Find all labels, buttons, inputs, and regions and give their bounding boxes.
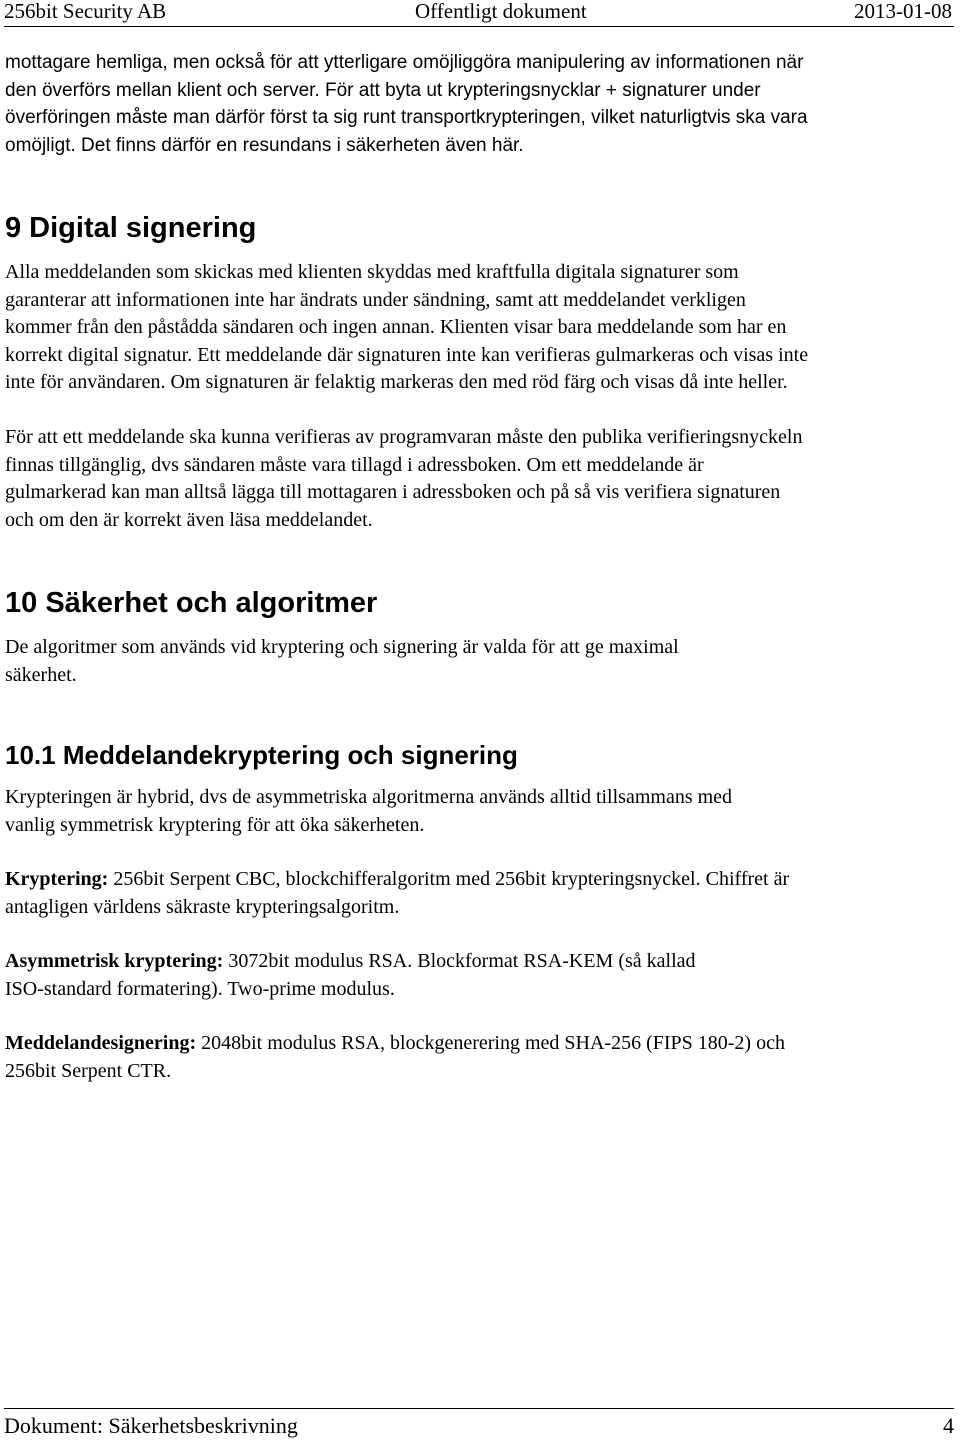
section-9-heading: 9 Digital signering [5, 212, 257, 244]
signering-label: Meddelandesignering: [5, 1032, 197, 1054]
section-10-paragraph [5, 634, 955, 689]
text-line [5, 948, 955, 976]
header-classification: Offentligt dokument [415, 0, 587, 23]
page-header [4, 0, 954, 27]
asymmetrisk-label: Asymmetrisk kryptering: [5, 950, 224, 972]
asymmetrisk-text: 3072bit modulus RSA. Blockformat RSA-KEM (så kallad [223, 950, 696, 972]
section-10-1-heading: 10.1 Meddelandekryptering och signering [5, 740, 518, 770]
text-line: Krypteringen är hybrid, dvs de asymmetriska algoritmerna används alltid tillsammans med [5, 786, 733, 808]
text-line: finnas tillgänglig, dvs sändaren måste vara tillagd i adressboken. Om ett meddelande är [5, 453, 704, 476]
text-line: mottagare hemliga, men också för att ytterligare omöjliggöra manipulering av informationen när [5, 52, 804, 73]
section-9-paragraph-1 [5, 259, 955, 397]
kryptering-label: Kryptering: [5, 868, 109, 890]
signering-definition [5, 1030, 955, 1085]
header-date: 2013-01-08 [854, 0, 952, 23]
signering-text: 2048bit modulus RSA, blockgenerering med SHA-256 (FIPS 180-2) och [196, 1032, 785, 1054]
text-line: 256bit Serpent CTR. [5, 1059, 172, 1082]
text-line: För att ett meddelande ska kunna verifieras av programvaran måste den publika verifieringsnyckeln [5, 426, 803, 448]
text-line: ISO-standard formatering). Two-prime modulus. [5, 977, 395, 1000]
page-footer [4, 1408, 954, 1441]
text-line: inte för användaren. Om signaturen är felaktig markeras den med röd färg och visas då inte heller. [5, 371, 788, 393]
footer-document-title: Dokument: Säkerhetsbeskrivning [4, 1413, 298, 1438]
kryptering-text: 256bit Serpent CBC, blockchifferalgoritm med 256bit krypteringsnyckel. Chiffret är [108, 868, 790, 890]
text-line: kommer från den påstådda sändaren och ingen annan. Klienten visar bara meddelande som har en [5, 316, 787, 338]
text-line: korrekt digital signatur. Ett meddelande där signaturen inte kan verifieras gulmarkeras och visas inte [5, 343, 809, 366]
section-9-paragraph-2 [5, 424, 955, 534]
text-line: De algoritmer som används vid kryptering och signering är valda för att ge maximal [5, 636, 679, 658]
text-line: garanterar att informationen inte har ändrats under sändning, samt att meddelandet verkligen [5, 288, 746, 311]
text-line: och om den är korrekt även läsa meddelandet. [5, 508, 373, 531]
kryptering-definition [5, 866, 955, 921]
text-line: gulmarkerad kan man alltså lägga till mottagaren i adressboken och på så vis verifiera signaturen [5, 481, 781, 503]
text-line: antagligen världens säkraste krypteringsalgoritm. [5, 895, 400, 918]
section-10-heading: 10 Säkerhet och algoritmer [5, 587, 378, 619]
text-line: överföringen måste man därför först ta sig runt transportkrypteringen, vilket naturligtvis ska vara [5, 107, 808, 128]
asymmetrisk-definition [5, 948, 955, 1003]
page-number: 4 [943, 1413, 954, 1438]
text-line [5, 866, 955, 894]
intro-paragraph [5, 49, 955, 159]
header-company: 256bit Security AB [4, 0, 167, 23]
text-line: omöjligt. Det finns därför en resundans i säkerheten även här. [5, 134, 524, 156]
text-line: Alla meddelanden som skickas med klienten skyddas med kraftfulla digitala signaturer som [5, 261, 739, 283]
text-line: den överförs mellan klient och server. För att byta ut krypteringsnycklar + signaturer under [5, 79, 761, 101]
text-line: säkerhet. [5, 663, 77, 686]
text-line [5, 1030, 955, 1058]
section-10-1-paragraph [5, 784, 955, 839]
text-line: vanlig symmetrisk kryptering för att öka säkerheten. [5, 813, 425, 836]
